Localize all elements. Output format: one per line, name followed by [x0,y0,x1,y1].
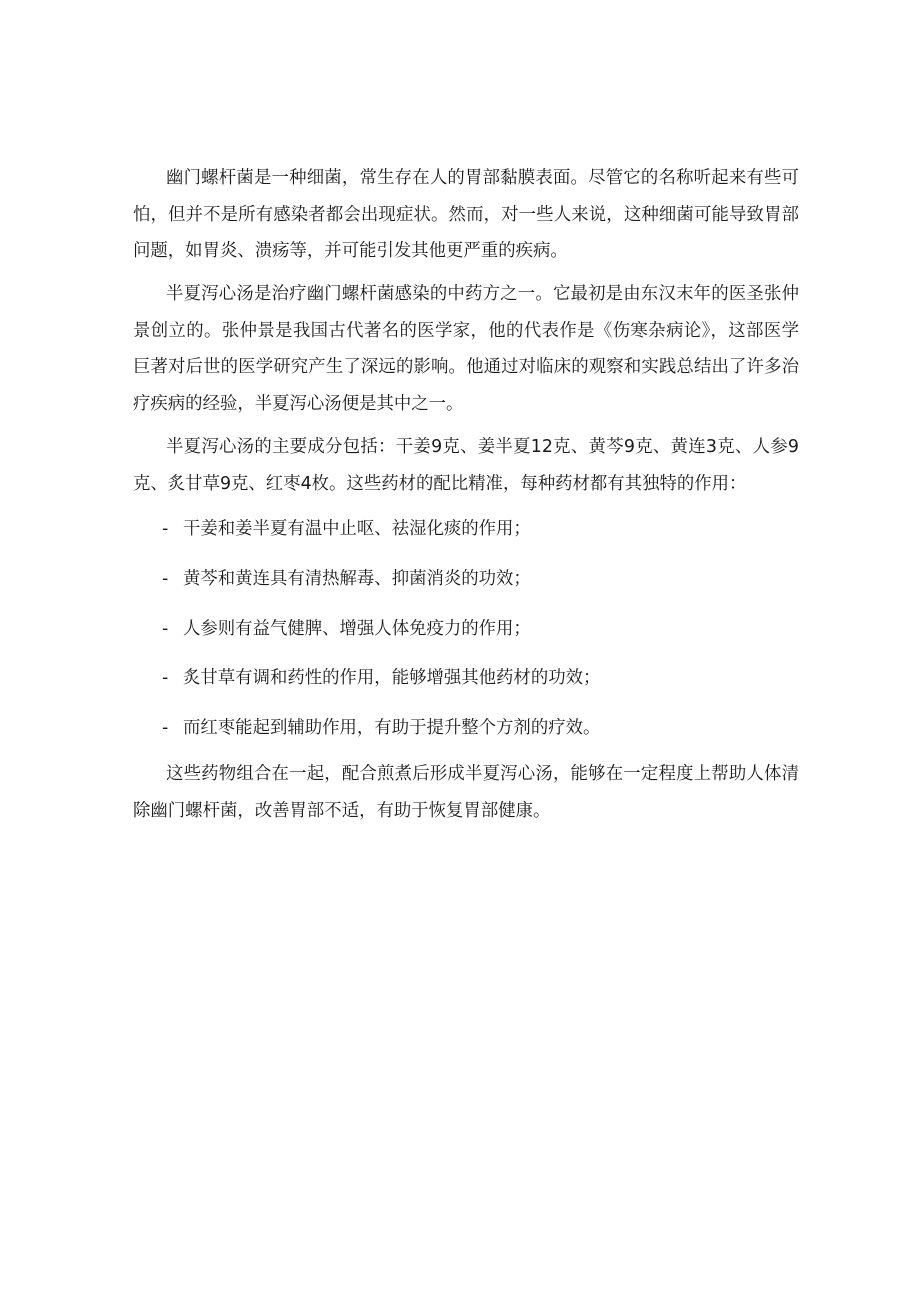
list-item [133,561,799,611]
text-line: 克、炙甘草9克、红枣4枚。这些药材的配比精准，每种药材都有其独特的作用： [133,473,747,494]
list-item [133,511,799,561]
bullet-marker: - [162,618,169,639]
paragraph-ingredients [133,429,799,502]
list-item-text: 炙甘草有调和药性的作用，能够增强其他药材的功效； [183,668,601,689]
text-line: 除幽门螺杆菌，改善胃部不适，有助于恢复胃部健康。 [133,800,551,821]
paragraph-intro [133,160,799,270]
text-line: 怕，但并不是所有感染者都会出现症状。然而，对一些人来说，这种细菌可能导致胃部 [133,204,799,225]
document-body [133,160,799,836]
text-line: 幽门螺杆菌是一种细菌，常生存在人的胃部黏膜表面。尽管它的名称听起来有些可 [166,168,799,188]
text-line: 景创立的。张仲景是我国古代著名的医学家，他的代表作是《伤寒杂病论》，这部医学 [133,320,799,341]
text-line: 半夏泻心汤的主要成分包括：干姜9克、姜半夏12克、黄芩9克、黄连3克、人参9 [166,437,799,458]
bullet-marker: - [162,519,169,540]
effects-list [133,511,799,756]
text-line: 这些药物组合在一起，配合煎煮后形成半夏泻心汤，能够在一定程度上帮助人体清 [166,764,799,785]
text-line: 半夏泻心汤是治疗幽门螺杆菌感染的中药方之一。它最初是由东汉末年的医圣张仲 [166,284,799,305]
paragraph-closing [133,756,799,829]
bullet-marker: - [162,569,169,590]
paragraph-history [133,276,799,422]
text-line: 问题，如胃炎、溃疡等，并可能引发其他更严重的疾病。 [133,241,568,262]
text-line: 巨著对后世的医学研究产生了深远的影响。他通过对临床的观察和实践总结出了许多治 [133,357,799,378]
list-item-text: 人参则有益气健脾、增强人体免疫力的作用； [183,618,531,639]
bullet-marker: - [162,668,169,689]
bullet-marker: - [162,718,169,739]
list-item-text: 干姜和姜半夏有温中止呕、祛湿化痰的作用； [183,519,531,540]
list-item [133,611,799,661]
list-item [133,660,799,710]
text-line: 疗疾病的经验，半夏泻心汤便是其中之一。 [133,394,464,415]
list-item [133,710,799,756]
list-item-text: 而红枣能起到辅助作用，有助于提升整个方剂的疗效。 [183,718,601,739]
list-item-text: 黄芩和黄连具有清热解毒、抑菌消炎的功效； [183,569,531,590]
